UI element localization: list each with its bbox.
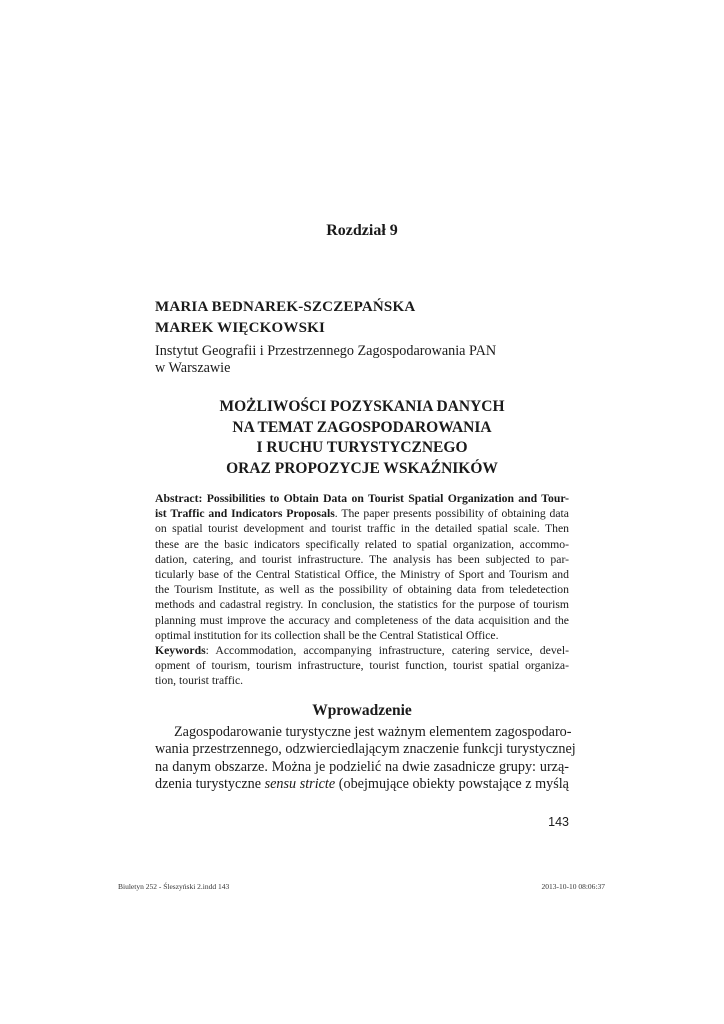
abstract-line: planning must improve the accuracy and completeness of the data acquisition and the <box>155 613 569 627</box>
abstract-line <box>155 491 569 506</box>
section-heading: Wprowadzenie <box>312 702 412 719</box>
author-name: MARIA BEDNAREK-SZCZEPAŃSKA <box>155 299 416 315</box>
body-paragraph <box>155 724 576 794</box>
italic-term: sensu stricte <box>264 776 336 793</box>
affiliation-block <box>155 343 575 377</box>
body-line: dzenia turystyczne sensu stricte (obejmujące obiekty powstające z myślą <box>155 776 569 793</box>
authors-block <box>155 297 575 339</box>
title-line: ORAZ PROPOZYCJE WSKAŹNIKÓW <box>226 459 498 477</box>
abstract-title: Possibilities to Obtain Data on Tourist Spatial Organization and Tour- <box>206 492 570 505</box>
keywords-line: opment of tourism, tourism infrastructure, tourist function, tourist spatial organiza- <box>155 659 569 673</box>
abstract-line: ticularly base of the Central Statistical Office, the Ministry of Sport and Tourism and <box>155 567 569 581</box>
paper-title <box>140 397 584 479</box>
page-number: 143 <box>548 815 569 829</box>
abstract-title: ist Traffic and Indicators Proposals <box>155 507 335 521</box>
chapter-heading: Rozdział 9 <box>326 222 398 239</box>
print-footer-left: Biuletyn 252 - Śleszyński 2.indd 143 <box>118 882 230 891</box>
affiliation-line: w Warszawie <box>155 360 231 376</box>
keywords-line: Keywords: Accommodation, accompanying infrastructure, catering service, devel- <box>155 643 569 657</box>
keywords-line: tion, tourist traffic. <box>155 674 244 688</box>
title-line: MOŻLIWOŚCI POZYSKANIA DANYCH <box>219 398 505 415</box>
affiliation-line: Instytut Geografii i Przestrzennego Zagospodarowania PAN <box>155 343 497 359</box>
abstract-line: dation, catering, and tourist infrastructure. The analysis has been subjected to par- <box>155 552 569 566</box>
body-line: Zagospodarowanie turystyczne jest ważnym elementem zagospodaro- <box>174 724 572 740</box>
abstract-line: these are the basic indicators specifically related to spatial organization, accommo- <box>155 537 569 551</box>
print-footer-right: 2013-10-10 08:06:37 <box>541 882 605 891</box>
body-line: na danym obszarze. Można je podzielić na dwie zasadnicze grupy: urzą- <box>155 758 569 775</box>
abstract-line: methods and cadastral registry. In conclusion, the statistics for the purpose of tourism <box>155 598 569 612</box>
body-line: wania przestrzennego, odzwierciedlającym znaczenie funkcji turystycznej <box>155 741 576 758</box>
abstract-line: on spatial tourist development and tourist traffic in the detailed spatial scale. Then <box>155 522 569 536</box>
title-line: I RUCHU TURYSTYCZNEGO <box>256 439 468 456</box>
author-name: MAREK WIĘCKOWSKI <box>155 320 326 336</box>
abstract-line: the Tourism Institute, as well as the possibility of obtaining data from teledetection <box>155 583 569 597</box>
abstract-block <box>155 491 569 688</box>
abstract-line: ist Traffic and Indicators Proposals. The paper presents possibility of obtaining data <box>155 507 569 521</box>
abstract-line: optimal institution for its collection shall be the Central Statistical Office. <box>155 628 499 642</box>
abstract-label: Abstract: <box>155 492 203 505</box>
title-line: NA TEMAT ZAGOSPODAROWANIA <box>232 418 492 436</box>
keywords-label: Keywords <box>155 643 206 657</box>
